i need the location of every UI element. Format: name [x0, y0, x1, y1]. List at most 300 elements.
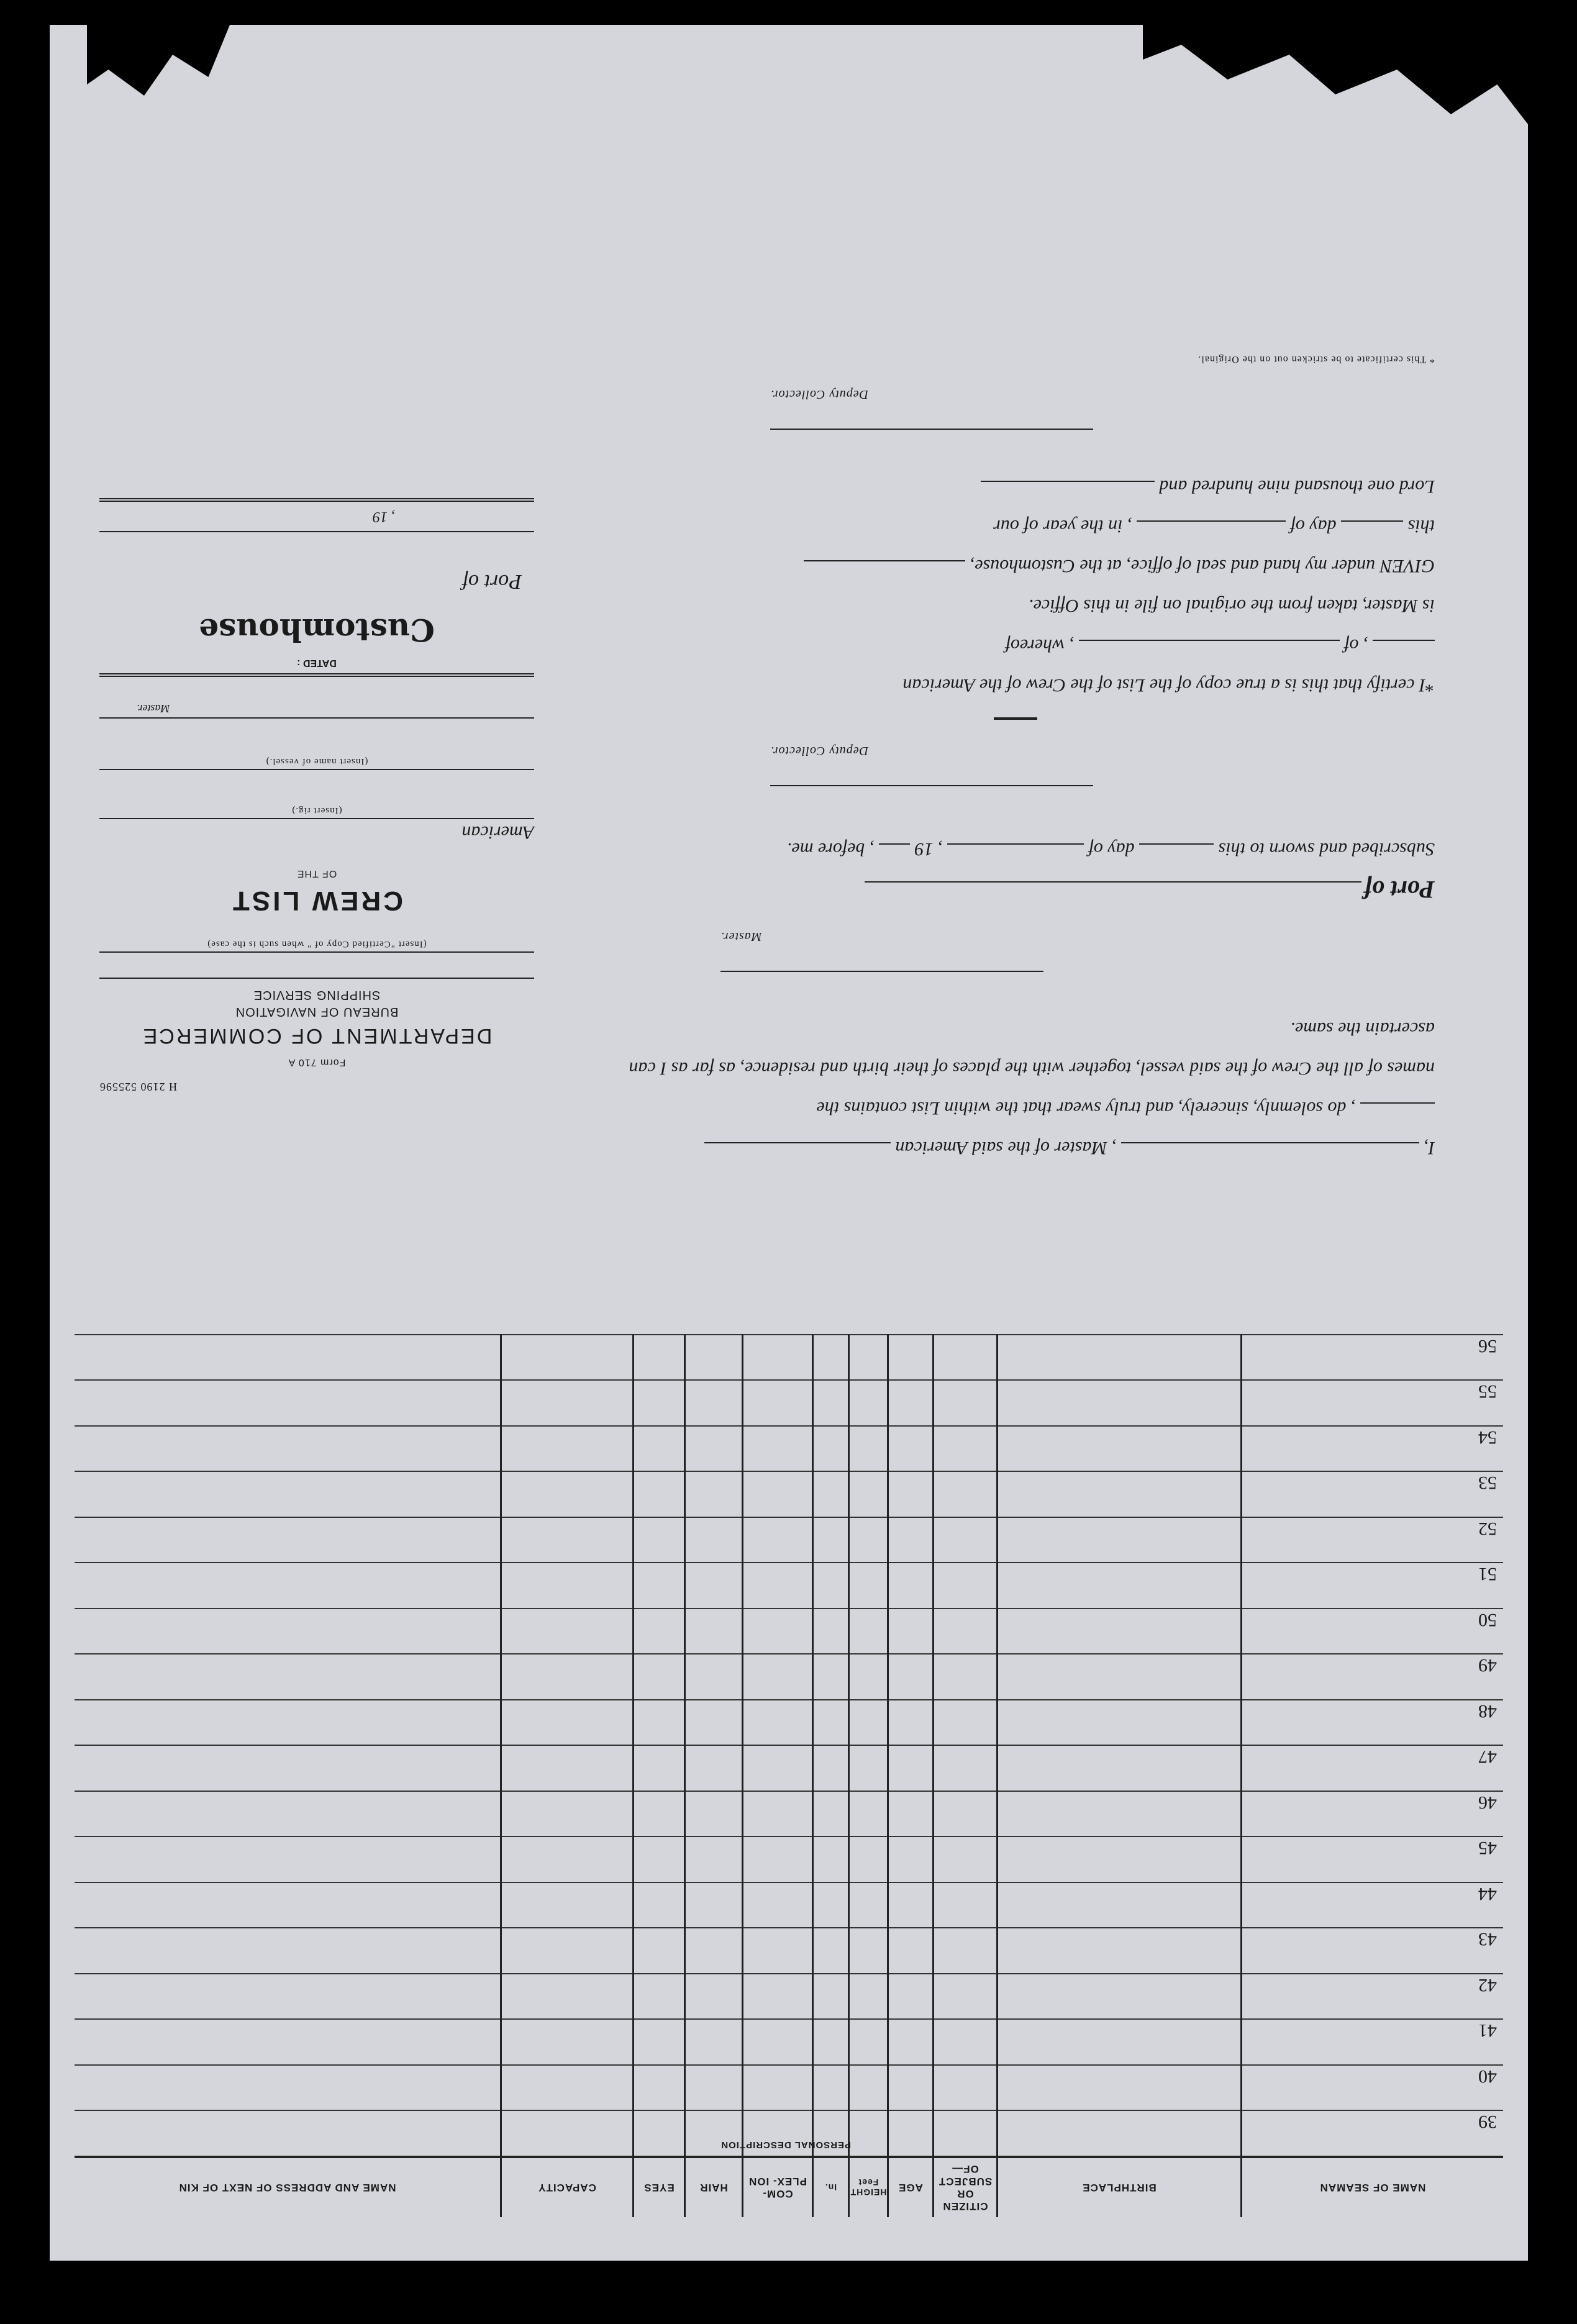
cover-rule: [99, 818, 534, 819]
cert-port-blank: [1079, 640, 1340, 660]
table-cell: [849, 2065, 888, 2111]
table-cell: [813, 1335, 849, 1381]
cover-print-code: H 2190 525596: [99, 1081, 177, 1093]
table-cell: [934, 1609, 998, 1654]
crew-table: [75, 1334, 1503, 2217]
header-hair: HAIR: [685, 2157, 743, 2217]
table-cell: [813, 1746, 849, 1792]
cover-rule: [99, 978, 534, 979]
table-cell: [998, 1517, 1242, 1563]
table-cell: [849, 1472, 888, 1518]
table-cell: [888, 1746, 934, 1792]
table-cell: [743, 1381, 813, 1427]
table-cell: [75, 1882, 501, 1928]
table-cell: [75, 1609, 501, 1654]
header-height: HEIGHT: [850, 2187, 887, 2198]
row-number: 40: [1242, 2065, 1504, 2111]
table-cell: [934, 1746, 998, 1792]
table-cell: [685, 1472, 743, 1518]
cover-panel: [99, 498, 534, 1093]
header-capacity: CAPACITY: [501, 2157, 634, 2217]
port-name-blank: [865, 881, 1361, 901]
table-cell: [501, 1335, 634, 1381]
cover-double-rule: [99, 673, 534, 677]
port-line: [596, 875, 1435, 904]
cert-line-5: [596, 506, 1435, 546]
table-cell: [501, 1426, 634, 1472]
table-cell: [75, 1381, 501, 1427]
row-number: 41: [1242, 2020, 1504, 2066]
header-birthplace: BIRTHPLACE: [998, 2157, 1242, 2217]
table-cell: [813, 1700, 849, 1746]
table-cell: [634, 1746, 685, 1792]
subscribed-line: [596, 829, 1435, 869]
cert-whereof: , whereof: [1005, 635, 1075, 656]
table-cell: [743, 1882, 813, 1928]
table-cell: [934, 1974, 998, 2020]
table-cell: [634, 1563, 685, 1609]
table-cell: [634, 1882, 685, 1928]
header-age: AGE: [888, 2157, 934, 2217]
oath-deputy-blank: [770, 785, 1093, 805]
table-row: [75, 1426, 1503, 1472]
oath-section: [596, 353, 1435, 1168]
oath-deputy-label: Deputy Collector.: [770, 744, 869, 758]
table-cell: [849, 2111, 888, 2158]
table-cell: [501, 1837, 634, 1883]
table-cell: [998, 1472, 1242, 1518]
oath-deputy-area: [596, 731, 1435, 810]
cert-line-1: [596, 665, 1435, 705]
table-cell: [743, 1654, 813, 1700]
table-row: [75, 1381, 1503, 1427]
header-personal-description: PERSONAL DESCRIPTION: [720, 2140, 851, 2150]
cert-line-6: [596, 466, 1435, 506]
table-cell: [634, 1472, 685, 1518]
table-cell: [849, 1928, 888, 1974]
crew-table-section: [75, 1223, 1503, 2217]
master-signature-blank: [720, 971, 1043, 991]
oath-master-of-american: , Master of the said American: [895, 1138, 1117, 1158]
cover-insert-vessel: (Insert name of vessel.): [265, 756, 368, 766]
table-row: [75, 1335, 1503, 1381]
table-cell: [634, 1928, 685, 1974]
cover-crew-list-title: CREW LIST: [230, 886, 403, 916]
table-row: [75, 1700, 1503, 1746]
table-cell: [849, 1335, 888, 1381]
table-cell: [634, 1381, 685, 1427]
table-cell: [743, 1928, 813, 1974]
cert-this: this: [1407, 516, 1435, 537]
table-cell: [888, 1974, 934, 2020]
table-cell: [634, 1974, 685, 2020]
table-cell: [934, 1563, 998, 1609]
table-cell: [501, 1472, 634, 1518]
table-cell: [849, 1381, 888, 1427]
subscribed-day-blank: [1139, 843, 1214, 863]
table-cell: [849, 1563, 888, 1609]
table-cell: [888, 1426, 934, 1472]
table-cell: [743, 1609, 813, 1654]
table-row: [75, 1928, 1503, 1974]
table-cell: [998, 1791, 1242, 1837]
table-cell: [888, 1928, 934, 1974]
cover-of-the: OF THE: [296, 868, 337, 879]
table-cell: [998, 2020, 1242, 2066]
header-next-of-kin: NAME AND ADDRESS OF NEXT OF KIN: [75, 2157, 501, 2217]
cover-insert-rig: (Insert rig.): [291, 806, 342, 815]
table-cell: [813, 1882, 849, 1928]
table-cell: [849, 1654, 888, 1700]
table-cell: [634, 1426, 685, 1472]
table-cell: [998, 1381, 1242, 1427]
table-cell: [934, 1837, 998, 1883]
cert-deputy-blank: [770, 429, 1093, 448]
table-cell: [998, 1928, 1242, 1974]
table-cell: [685, 1654, 743, 1700]
cert-text-1: *I certify that this is a true copy of the List of the Crew of the American: [902, 675, 1435, 696]
table-cell: [888, 1472, 934, 1518]
table-cell: [75, 1654, 501, 1700]
table-cell: [934, 1928, 998, 1974]
table-cell: [634, 1335, 685, 1381]
table-cell: [849, 1746, 888, 1792]
table-cell: [888, 1563, 934, 1609]
table-cell: [685, 1746, 743, 1792]
cert-of: , of: [1344, 635, 1368, 656]
table-cell: [685, 1974, 743, 2020]
table-cell: [813, 1974, 849, 2020]
table-cell: [888, 1837, 934, 1883]
oath-line-3: names of all the Crew of the said vessel, together with the places of their birth and residence, as far as I can: [629, 1058, 1435, 1079]
table-row: [75, 1654, 1503, 1700]
table-cell: [813, 1472, 849, 1518]
table-row: [75, 1837, 1503, 1883]
table-cell: [934, 1335, 998, 1381]
table-cell: [75, 1563, 501, 1609]
row-number: 50: [1242, 1609, 1504, 1654]
master-name-blank: [1121, 1142, 1419, 1162]
row-number: 55: [1242, 1381, 1504, 1427]
header-inches: In.: [824, 2182, 837, 2193]
cert-year-blank: [981, 481, 1155, 501]
table-header-row: [75, 2157, 1503, 2217]
table-cell: [685, 1517, 743, 1563]
cert-deputy-label: Deputy Collector.: [770, 388, 869, 401]
cover-rule: [99, 769, 534, 770]
row-number: 46: [1242, 1791, 1504, 1837]
table-cell: [501, 1654, 634, 1700]
row-number: 56: [1242, 1335, 1504, 1381]
table-cell: [501, 2065, 634, 2111]
table-cell: [813, 1837, 849, 1883]
row-number: 51: [1242, 1563, 1504, 1609]
table-cell: [75, 1426, 501, 1472]
table-cell: [501, 1381, 634, 1427]
table-cell: [934, 1517, 998, 1563]
table-cell: [998, 1654, 1242, 1700]
upside-down-content: [50, 25, 1528, 2261]
table-cell: [743, 1426, 813, 1472]
table-cell: [888, 1517, 934, 1563]
cover-port-of: Port of: [462, 570, 522, 593]
table-cell: [998, 1563, 1242, 1609]
cover-rule: [99, 717, 534, 719]
table-cell: [813, 1426, 849, 1472]
table-cell: [849, 1882, 888, 1928]
table-cell: [75, 2020, 501, 2066]
row-number: 53: [1242, 1472, 1504, 1518]
table-cell: [634, 2020, 685, 2066]
row-number: 52: [1242, 1517, 1504, 1563]
table-cell: [743, 1335, 813, 1381]
cover-dated: DATED :: [297, 658, 337, 668]
table-cell: [634, 2111, 685, 2158]
table-row: [75, 1882, 1503, 1928]
table-cell: [934, 2020, 998, 2066]
cert-line-2: [596, 625, 1435, 665]
table-cell: [501, 1517, 634, 1563]
table-cell: [998, 1974, 1242, 2020]
cert-customhouse-blank: [804, 560, 965, 580]
table-cell: [501, 1609, 634, 1654]
table-cell: [849, 1700, 888, 1746]
table-cell: [634, 1654, 685, 1700]
table-row: [75, 2020, 1503, 2066]
table-cell: [501, 1563, 634, 1609]
table-cell: [634, 1791, 685, 1837]
cover-department: DEPARTMENT OF COMMERCE: [141, 1024, 493, 1048]
table-cell: [743, 2065, 813, 2111]
table-cell: [501, 1791, 634, 1837]
oath-line-1: [596, 1128, 1435, 1168]
subscribed-month-blank: [947, 843, 1084, 863]
table-cell: [75, 1974, 501, 2020]
table-cell: [849, 1791, 888, 1837]
cert-day-of: day of: [1290, 516, 1337, 537]
table-cell: [998, 1426, 1242, 1472]
header-complexion: COM- PLEX- ION: [743, 2157, 813, 2217]
table-row: [75, 2065, 1503, 2111]
table-cell: [813, 1654, 849, 1700]
table-cell: [743, 1700, 813, 1746]
table-cell: [888, 1654, 934, 1700]
row-number: 48: [1242, 1700, 1504, 1746]
table-cell: [998, 1700, 1242, 1746]
table-cell: [743, 1791, 813, 1837]
cert-in-year: , in the year of our: [993, 516, 1132, 537]
oath-swear-text: , do solemnly, sincerely, and truly swear that the within List contains the: [816, 1098, 1356, 1119]
table-cell: [634, 2065, 685, 2111]
table-cell: [743, 1746, 813, 1792]
row-number: 54: [1242, 1426, 1504, 1472]
table-cell: [685, 1791, 743, 1837]
table-cell: [998, 1335, 1242, 1381]
header-height-inches: [813, 2157, 849, 2217]
table-cell: [75, 1472, 501, 1518]
table-cell: [998, 2065, 1242, 2111]
table-cell: [685, 1928, 743, 1974]
cover-insert-certified: (Insert "Certified Copy of " when such is the case): [207, 939, 427, 949]
table-cell: [501, 2111, 634, 2158]
subscribed-year-blank: [879, 843, 910, 863]
table-cell: [501, 1700, 634, 1746]
table-cell: [501, 1882, 634, 1928]
table-cell: [685, 1426, 743, 1472]
table-cell: [813, 2065, 849, 2111]
table-row: [75, 1974, 1503, 2020]
cover-form-number: Form 710 A: [288, 1057, 346, 1068]
table-cell: [888, 1335, 934, 1381]
table-row: [75, 1609, 1503, 1654]
cert-line-4: [596, 546, 1435, 586]
table-cell: [813, 2020, 849, 2066]
table-cell: [501, 1928, 634, 1974]
table-cell: [934, 1791, 998, 1837]
vessel-cont-blank: [1360, 1102, 1435, 1122]
cert-footnote: * This certificate to be stricken out on the Original.: [1198, 354, 1435, 365]
table-cell: [685, 1882, 743, 1928]
table-cell: [849, 1426, 888, 1472]
subscribed-text: Subscribed and sworn to this: [1218, 839, 1435, 860]
table-cell: [634, 1700, 685, 1746]
table-cell: [634, 1609, 685, 1654]
section-divider: [994, 717, 1037, 720]
table-cell: [685, 1381, 743, 1427]
oath-line-2: [596, 1088, 1435, 1128]
table-cell: [934, 1426, 998, 1472]
table-cell: [888, 2111, 934, 2158]
header-eyes: EYES: [634, 2157, 685, 2217]
table-cell: [743, 1974, 813, 2020]
table-cell: [934, 1381, 998, 1427]
table-cell: [685, 1837, 743, 1883]
cover-rule: [99, 951, 534, 953]
table-cell: [685, 1335, 743, 1381]
table-cell: [501, 1746, 634, 1792]
cover-bureau: BUREAU OF NAVIGATION: [235, 1005, 399, 1019]
table-cell: [501, 1974, 634, 2020]
table-cell: [998, 1609, 1242, 1654]
table-cell: [743, 1517, 813, 1563]
header-feet: Feet: [858, 2177, 879, 2188]
table-row: [75, 1517, 1503, 1563]
table-cell: [813, 1563, 849, 1609]
table-cell: [685, 2020, 743, 2066]
table-cell: [934, 1472, 998, 1518]
table-cell: [685, 1563, 743, 1609]
master-signature-label: Master.: [720, 930, 762, 943]
table-cell: [75, 1335, 501, 1381]
oath-i-label: I,: [1424, 1138, 1435, 1158]
table-cell: [813, 1609, 849, 1654]
row-number: 39: [1242, 2111, 1504, 2158]
table-cell: [888, 1791, 934, 1837]
port-heading: Port of: [1363, 876, 1435, 904]
row-number: 44: [1242, 1882, 1504, 1928]
table-cell: [849, 1609, 888, 1654]
cover-american: American: [461, 822, 534, 843]
table-cell: [75, 1517, 501, 1563]
table-cell: [813, 1381, 849, 1427]
cover-customhouse: Customhouse: [199, 612, 435, 648]
header-height-feet: [849, 2157, 888, 2217]
table-cell: [743, 2020, 813, 2066]
table-cell: [888, 2065, 934, 2111]
table-cell: [75, 1700, 501, 1746]
cover-rule: [99, 531, 534, 532]
table-cell: [743, 1472, 813, 1518]
cert-month-blank: [1137, 520, 1286, 540]
table-cell: [849, 2020, 888, 2066]
table-cell: [743, 1563, 813, 1609]
table-cell: [849, 1517, 888, 1563]
table-cell: [743, 1837, 813, 1883]
table-cell: [849, 1974, 888, 2020]
table-cell: [934, 1882, 998, 1928]
cert-lord: Lord one thousand nine hundred and: [1159, 476, 1435, 497]
table-row: [75, 1791, 1503, 1837]
crew-list-form-sheet: [50, 25, 1528, 2261]
row-number: 43: [1242, 1928, 1504, 1974]
table-cell: [501, 2020, 634, 2066]
table-cell: [813, 1517, 849, 1563]
table-cell: [934, 1654, 998, 1700]
table-cell: [998, 2111, 1242, 2158]
table-cell: [849, 1837, 888, 1883]
header-name-of-seaman: NAME OF SEAMAN: [1242, 2157, 1504, 2217]
table-row: [75, 1563, 1503, 1609]
table-cell: [634, 1837, 685, 1883]
table-cell: [75, 1928, 501, 1974]
table-cell: [813, 1928, 849, 1974]
table-cell: [75, 1746, 501, 1792]
row-number: 45: [1242, 1837, 1504, 1883]
cover-year-19: , 19: [373, 509, 395, 525]
header-citizen: CITIZEN OR SUBJECT OF—: [934, 2157, 998, 2217]
table-row: [75, 1472, 1503, 1518]
vessel-name-blank: [704, 1142, 891, 1162]
table-cell: [75, 2065, 501, 2111]
table-cell: [634, 1517, 685, 1563]
subscribed-before-me: , before me.: [786, 839, 875, 860]
table-cell: [685, 1609, 743, 1654]
row-number: 42: [1242, 1974, 1504, 2020]
subscribed-day-of: day of: [1088, 839, 1135, 860]
table-cell: [934, 2111, 998, 2158]
cert-day-blank: [1341, 520, 1403, 540]
cert-line-3: is Master, taken from the original on file in this Office.: [1029, 596, 1435, 616]
cover-master: Master.: [137, 702, 170, 715]
cert-vessel-blank: [1373, 640, 1435, 660]
cert-given: GIVEN under my hand and seal of office, at the Customhouse,: [970, 556, 1435, 576]
table-cell: [813, 1791, 849, 1837]
cover-service: SHIPPING SERVICE: [253, 988, 381, 1002]
subscribed-19: , 19: [914, 839, 943, 860]
table-cell: [75, 2111, 501, 2158]
oath-line-4: ascertain the same.: [1290, 1019, 1435, 1039]
table-cell: [75, 1791, 501, 1837]
table-cell: [998, 1746, 1242, 1792]
table-cell: [685, 1700, 743, 1746]
table-cell: [75, 1837, 501, 1883]
row-number: 49: [1242, 1654, 1504, 1700]
table-cell: [888, 1609, 934, 1654]
table-row: [75, 1746, 1503, 1792]
table-cell: [998, 1837, 1242, 1883]
master-signature-area: [596, 917, 1435, 996]
table-cell: [934, 1700, 998, 1746]
